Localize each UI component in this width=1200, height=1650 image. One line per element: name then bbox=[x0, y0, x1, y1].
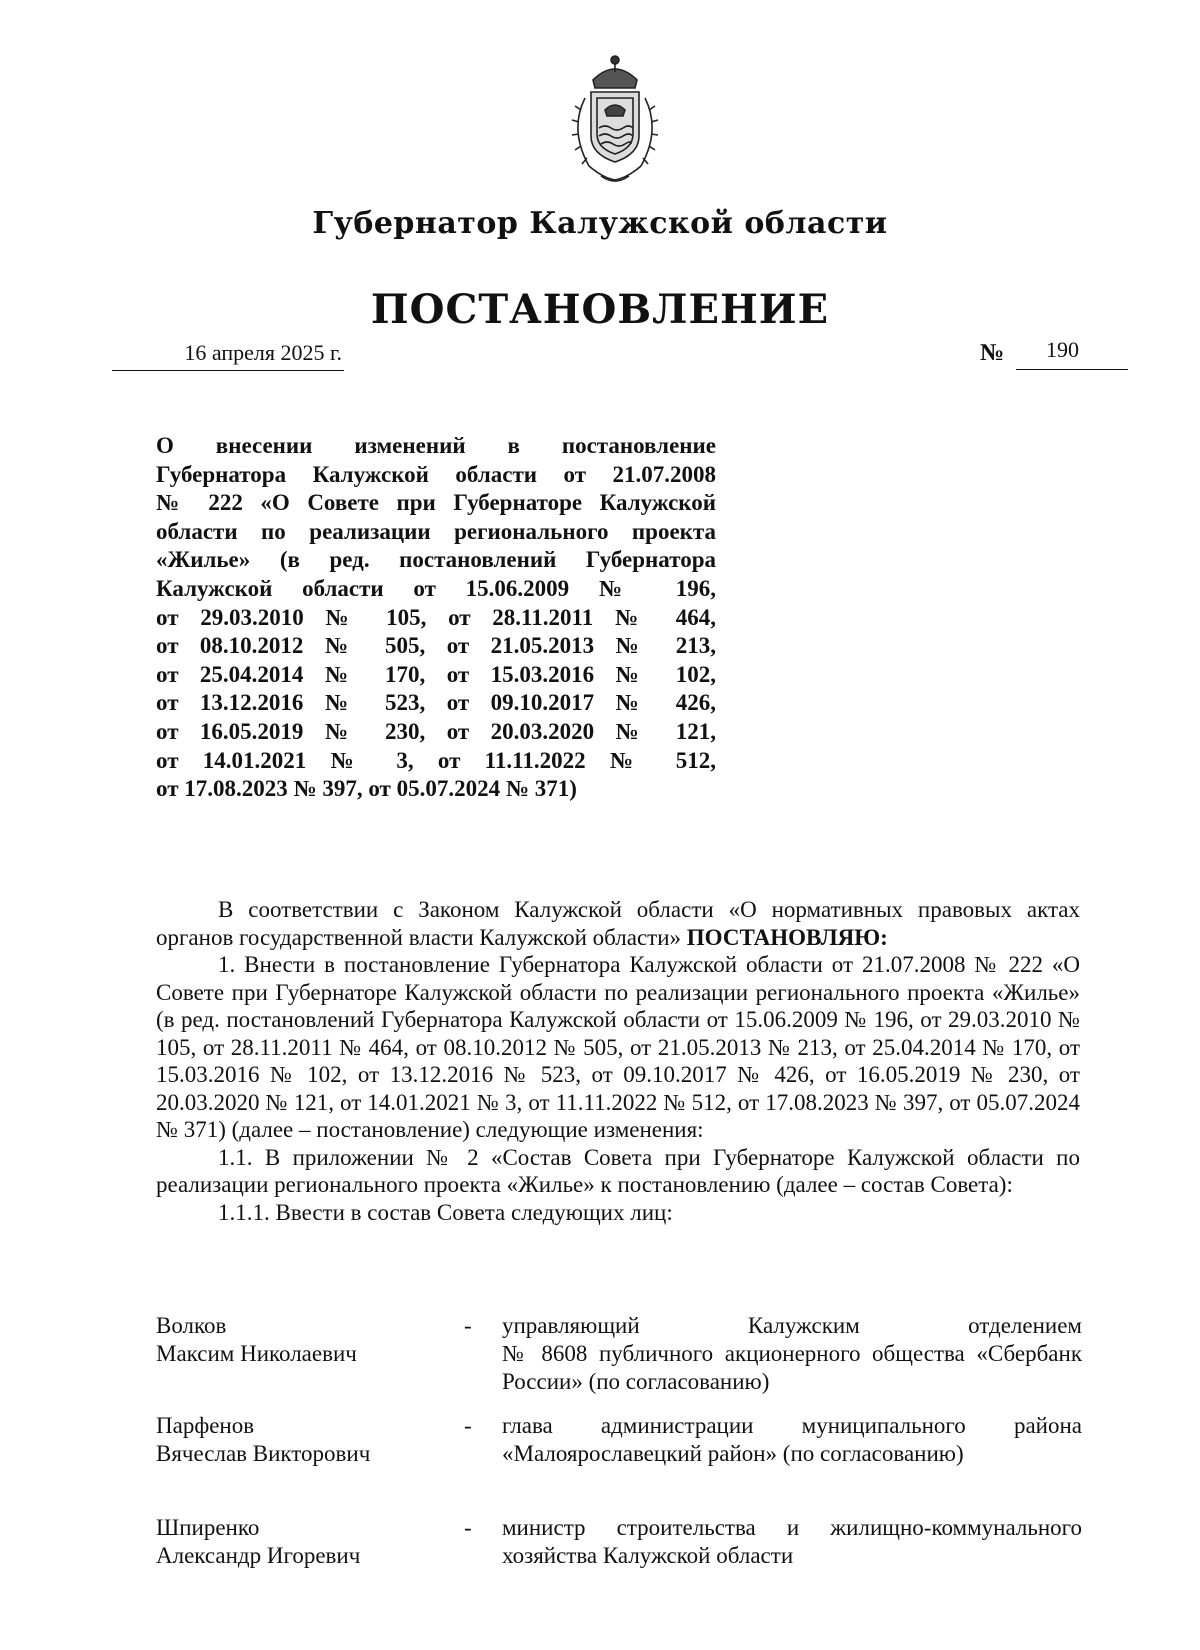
member-name bbox=[156, 1312, 446, 1368]
subject-line: О внесении изменений в постановление bbox=[156, 433, 716, 458]
member-given-names: Александр Игоревич bbox=[156, 1543, 361, 1568]
member-surname: Парфенов bbox=[156, 1413, 255, 1438]
member-dash: - bbox=[464, 1313, 472, 1338]
subject-line: Калужской области от 15.06.2009 № 196, bbox=[156, 575, 716, 601]
member-entry bbox=[156, 1412, 1082, 1514]
subject-line: области по реализации регионального проекта bbox=[156, 518, 716, 544]
coat-of-arms-emblem bbox=[555, 50, 675, 190]
preamble-text: В соответствии с Законом Калужской области «О нормативных правовых актах органов государственной власти Калужской области» bbox=[156, 897, 1080, 950]
document-body bbox=[156, 896, 1080, 1226]
subject-line: от 17.08.2023 № 397, от 05.07.2024 № 371) bbox=[156, 776, 577, 802]
document-number-field bbox=[980, 337, 1128, 370]
member-role bbox=[502, 1514, 1082, 1570]
subject-line: № 222 «О Совете при Губернаторе Калужской bbox=[156, 490, 716, 516]
subject-line: Губернатора Калужской области от 21.07.2008 bbox=[156, 461, 716, 487]
preamble-paragraph bbox=[156, 896, 1080, 951]
member-role-rest: хозяйства Калужской области bbox=[502, 1543, 794, 1568]
member-role-first-line: министр строительства и жилищно-коммунального bbox=[502, 1515, 1082, 1540]
member-dash: - bbox=[464, 1413, 472, 1438]
member-role-rest: «Малоярославецкий район» (по согласованию) bbox=[502, 1441, 964, 1466]
member-surname: Шпиренко bbox=[156, 1515, 260, 1540]
member-name bbox=[156, 1412, 446, 1468]
subject-line: от 14.01.2021 № 3, от 11.11.2022 № 512, bbox=[156, 747, 716, 773]
council-members-list bbox=[156, 1312, 1082, 1574]
document-date-field bbox=[112, 340, 344, 371]
number-underline bbox=[1016, 339, 1128, 370]
decree-word: ПОСТАНОВЛЯЮ: bbox=[686, 924, 888, 950]
item-1-1-1: 1.1.1. Ввести в состав Совета следующих лиц: bbox=[218, 1199, 673, 1225]
document-subject bbox=[156, 432, 716, 804]
member-role bbox=[502, 1312, 1082, 1396]
member-entry bbox=[156, 1312, 1082, 1412]
member-entry bbox=[156, 1514, 1082, 1574]
member-given-names: Вячеслав Викторович bbox=[156, 1441, 371, 1466]
subject-line: от 29.03.2010 № 105, от 28.11.2011 № 464, bbox=[156, 604, 716, 630]
subject-line: от 16.05.2019 № 230, от 20.03.2020 № 121, bbox=[156, 718, 716, 744]
number-sign: № bbox=[980, 340, 1005, 366]
document-date: 16 апреля 2025 г. bbox=[184, 340, 342, 365]
subject-line: от 13.12.2016 № 523, от 09.10.2017 № 426, bbox=[156, 690, 716, 716]
item-1-1: 1.1. В приложении № 2 «Состав Совета при Губернаторе Калужской области по реализации регионального проекта «Жилье» к постановлению (далее – состав Совета): bbox=[156, 1144, 1080, 1197]
member-role-rest: № 8608 публичного акционерного общества «Сбербанк России» (по согласованию) bbox=[502, 1341, 1082, 1394]
authority-title: Губернатор Калужской области bbox=[312, 206, 888, 241]
item-1: 1. Внести в постановление Губернатора Калужской области от 21.07.2008 № 222 «О Совете при Губернаторе Калужской области по реализации регионального проекта «Жилье» (в ред. постановлений Губернатора Калужской области от 15.06.2009 № 196, от 29.03.2010 № 105, от 28.11.2011 № 464, от 08.10.2012 № 505, от 21.05.2013 № 213, от 25.04.2014 № 170, от 15.03.2016 № 102, от 13.12.2016 № 523, от 09.10.2017 № 426, от 16.05.2019 № 230, от 20.03.2020 № 121, от 14.01.2021 № 3, от 11.11.2022 № 512, от 17.08.2023 № 397, от 05.07.2024 № 371) (далее – постановление) следующие изменения: bbox=[156, 952, 1080, 1142]
member-name bbox=[156, 1514, 446, 1570]
member-role bbox=[502, 1412, 1082, 1468]
subject-line: от 08.10.2012 № 505, от 21.05.2013 № 213, bbox=[156, 633, 716, 659]
document-type-heading: ПОСТАНОВЛЕНИЕ bbox=[370, 286, 830, 333]
member-dash: - bbox=[464, 1515, 472, 1540]
member-given-names: Максим Николаевич bbox=[156, 1341, 357, 1366]
document-number: 190 bbox=[1046, 337, 1079, 362]
member-surname: Волков bbox=[156, 1313, 227, 1338]
member-role-first-line: управляющий Калужским отделением bbox=[502, 1313, 1082, 1338]
subject-line: от 25.04.2014 № 170, от 15.03.2016 № 102, bbox=[156, 661, 716, 687]
subject-line: «Жилье» (в ред. постановлений Губернатора bbox=[156, 547, 716, 573]
member-role-first-line: глава администрации муниципального района bbox=[502, 1413, 1082, 1438]
